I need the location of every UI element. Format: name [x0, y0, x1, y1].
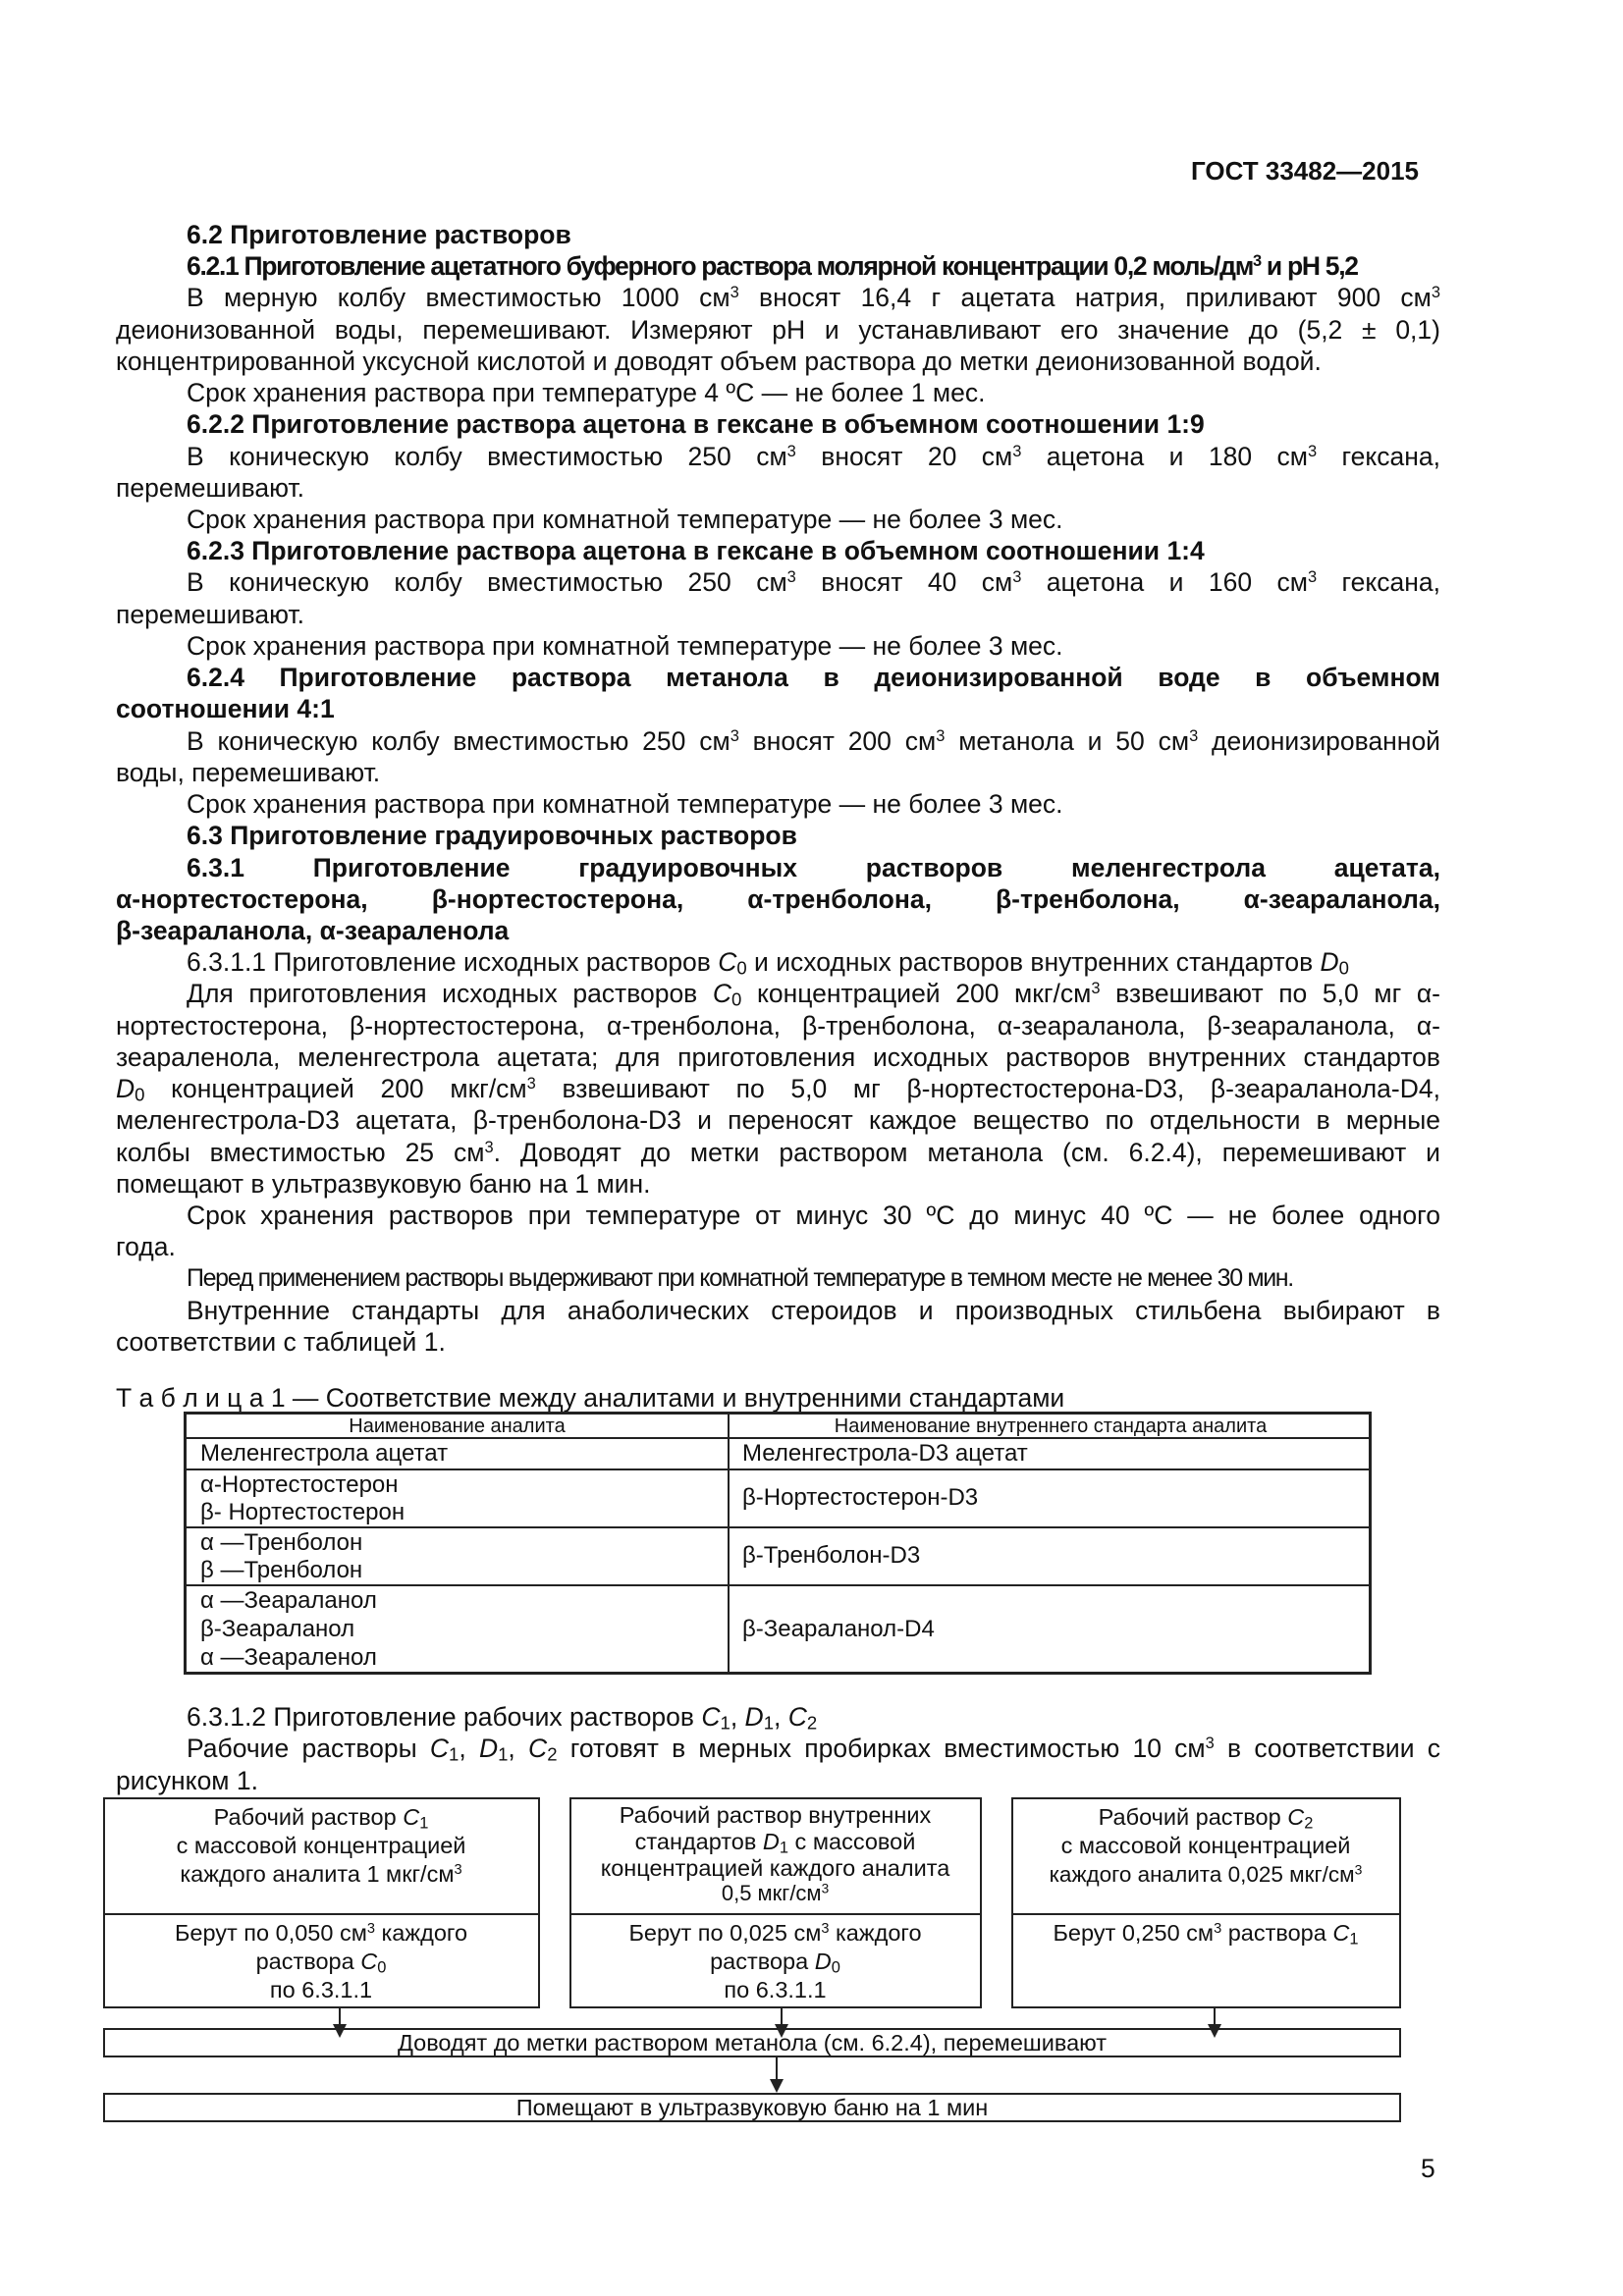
table-cell: α-Нортестостерон: [200, 1471, 399, 1498]
table-cell: β —Тренболон: [200, 1557, 363, 1583]
table-divider: [187, 1526, 1369, 1528]
paragraph-line: года.: [116, 1232, 176, 1261]
flow-box-title: Рабочий раствор внутренних: [619, 1802, 932, 1828]
section-6-2-3-heading: 6.2.3 Приготовление раствора ацетона в гексане в объемном соотношении 1:4: [187, 536, 1205, 565]
table-cell: Меленгестрола ацетат: [200, 1440, 449, 1467]
flow-step-dilute: Доводят до метки раствором метанола (см. 6.2.4), перемешивают: [103, 2028, 1401, 2057]
table-divider: [728, 1415, 730, 1672]
paragraph-line: зеараленола, меленгестрола ацетата; для приготовления исходных растворов внутренних стандартов: [116, 1042, 1440, 1072]
box-divider: [571, 1913, 980, 1915]
flow-box-text: раствора $D_0$: [710, 1949, 840, 1977]
table-cell: α —Зеараленол: [200, 1644, 377, 1671]
table-cell: β-Зеараланол-D4: [742, 1616, 935, 1642]
section-6-3-1-heading-cont: β-зеараланола, α-зеараленола: [116, 916, 510, 945]
paragraph-line: воды, перемешивают.: [116, 758, 381, 787]
paragraph-line: Срок хранения раствора при комнатной температуре — не более 3 мес.: [187, 789, 1063, 819]
section-6-3-1-2-heading: 6.3.1.2 Приготовление рабочих растворов $C_1$, $D_1$, $C_2$: [187, 1702, 818, 1734]
flow-box-text: каждого аналита 1 мкг/$см^3$: [180, 1861, 462, 1887]
paragraph-line: В коническую колбу вместимостью 250 $см^3$ вносят 20 $см^3$ ацетона и 180 $см^3$ гексана,: [187, 442, 1440, 471]
section-6-2-1-heading: 6.2.1 Приготовление ацетатного буферного раствора молярной концентрации 0,2 моль/$дм^3$ и pH 5,2: [187, 251, 1358, 281]
paragraph-line: В коническую колбу вместимостью 250 $см^3$ вносят 200 $см^3$ метанола и 50 $см^3$ деионизированной: [187, 726, 1440, 756]
section-6-2-heading: 6.2 Приготовление растворов: [187, 220, 571, 249]
paragraph-line: В мерную колбу вместимостью 1000 $см^3$ вносят 16,4 г ацетата натрия, приливают 900 $см^3$: [187, 283, 1440, 312]
box-divider: [105, 1913, 538, 1915]
paragraph-line: $D_0$ концентрацией 200 мкг/$см^3$ взвешивают по 5,0 мг β-нортестостерона-D3, β-зеараланола-D4,: [116, 1074, 1440, 1105]
paragraph-line: рисунком 1.: [116, 1766, 258, 1795]
paragraph-line: концентрированной уксусной кислотой и доводят объем раствора до метки деионизованной водой.: [116, 347, 1322, 376]
section-6-3-1-heading-cont: α-нортестостерона, β-нортестостерона, α-тренболона, β-тренболона, α-зеараланола,: [116, 884, 1440, 914]
paragraph-line: Внутренние стандарты для анаболических стероидов и производных стильбена выбирают в: [187, 1296, 1440, 1325]
flow-step-ultrasound: Помещают в ультразвуковую баню на 1 мин: [103, 2093, 1401, 2122]
flow-box-title: Рабочий раствор $C_1$: [213, 1804, 429, 1833]
flow-box-d1: [569, 1797, 982, 2008]
flow-box-title: Рабочий раствор $C_2$: [1098, 1804, 1314, 1833]
flow-box-text: раствора $C_0$: [255, 1949, 387, 1977]
section-6-2-2-heading: 6.2.2 Приготовление раствора ацетона в гексане в объемном соотношении 1:9: [187, 409, 1205, 439]
table-cell: Меленгестрола-D3 ацетат: [742, 1440, 1028, 1467]
paragraph-line: деионизованной воды, перемешивают. Измеряют pH и устанавливают его значение до (5,2 ± 0,1): [116, 315, 1440, 345]
flow-box-c1: [103, 1797, 540, 2008]
paragraph-line: Срок хранения раствора при температуре 4 ºС — не более 1 мес.: [187, 378, 986, 407]
flow-box-text: с массовой концентрацией: [176, 1833, 466, 1858]
paragraph-line: Перед применением растворы выдерживают при комнатной температуре в темном месте не менее 30 мин.: [187, 1264, 1293, 1292]
paragraph-line: Срок хранения растворов при температуре от минус 30 ºС до минус 40 ºС — не более одного: [187, 1201, 1440, 1230]
flow-box-text: Берут по 0,025 $см^3$ каждого: [628, 1920, 922, 1946]
box-divider: [1013, 1913, 1399, 1915]
flow-box-text: 0,5 мкг/$см^3$: [721, 1881, 830, 1905]
flow-box-text: Берут 0,250 $см^3$ раствора $C_1$: [1053, 1920, 1359, 1949]
table-header: Наименование внутреннего стандарта аналита: [834, 1415, 1268, 1437]
flow-box-text: по 6.3.1.1: [269, 1977, 373, 2002]
table-header: Наименование аналита: [349, 1415, 566, 1437]
paragraph-line: Срок хранения раствора при комнатной температуре — не более 3 мес.: [187, 505, 1063, 534]
paragraph-line: меленгестрола-D3 ацетата, β-тренболона-D3 и переносят каждое вещество по отдельности в мерные: [116, 1105, 1440, 1135]
page-number: 5: [1421, 2154, 1435, 2183]
section-6-3-heading: 6.3 Приготовление градуировочных растворов: [187, 821, 797, 850]
section-6-2-4-heading-cont: соотношении 4:1: [116, 694, 335, 723]
paragraph-line: соответствии с таблицей 1.: [116, 1327, 446, 1357]
table-cell: β-Зеараланол: [200, 1616, 355, 1642]
flow-box-text: с массовой концентрацией: [1060, 1833, 1351, 1858]
document-number: ГОСТ 33482—2015: [1191, 156, 1419, 186]
paragraph-line: перемешивают.: [116, 473, 304, 503]
paragraph-line: помещают в ультразвуковую баню на 1 мин.: [116, 1169, 651, 1199]
flow-box-text: стандартов $D_1$ с массовой: [634, 1829, 916, 1857]
paragraph-line: Для приготовления исходных растворов $C_0$ концентрацией 200 мкг/$см^3$ взвешивают по 5,0 мг α-: [187, 979, 1441, 1010]
flow-box-text: по 6.3.1.1: [724, 1977, 827, 2002]
paragraph-line: Срок хранения раствора при комнатной температуре — не более 3 мес.: [187, 631, 1063, 661]
flow-box-c2: [1011, 1797, 1401, 2008]
arrow-down-icon: [770, 2079, 784, 2093]
flow-box-text: концентрацией каждого аналита: [600, 1855, 950, 1881]
table-cell: β- Нортестостерон: [200, 1499, 406, 1525]
flow-box-text: Берут по 0,050 $см^3$ каждого: [174, 1920, 468, 1946]
paragraph-line: колбы вместимостью 25 $см^3$. Доводят до метки раствором метанола (см. 6.2.4), перемешивают и: [116, 1138, 1440, 1167]
table-cell: α —Зеараланол: [200, 1587, 377, 1614]
table-cell: α —Тренболон: [200, 1529, 363, 1556]
table-cell: β-Нортестостерон-D3: [742, 1484, 979, 1511]
section-6-3-1-1-heading: 6.3.1.1 Приготовление исходных растворов $C_0$ и исходных растворов внутренних стандартов $D_0$: [187, 947, 1349, 979]
paragraph-line: В коническую колбу вместимостью 250 $см^3$ вносят 40 $см^3$ ацетона и 160 $см^3$ гексана,: [187, 567, 1440, 597]
section-6-3-1-heading: 6.3.1 Приготовление градуировочных растворов меленгестрола ацетата,: [187, 853, 1440, 882]
table-cell: β-Тренболон-D3: [742, 1542, 921, 1569]
paragraph-line: нортестостерона, β-нортестостерона, α-тренболона, β-тренболона, α-зеараланола, β-зеараланола, α-: [116, 1011, 1440, 1041]
paragraph-line: перемешивают.: [116, 600, 304, 629]
paragraph-line: Рабочие растворы $C_1$, $D_1$, $C_2$ готовят в мерных пробирках вместимостью 10 $см^3$ в соответствии с: [187, 1734, 1441, 1765]
section-6-2-4-heading: 6.2.4 Приготовление раствора метанола в деионизированной воде в объемном: [187, 663, 1440, 692]
flow-box-text: каждого аналита 0,025 мкг/$см^3$: [1049, 1861, 1363, 1887]
table-1: [184, 1412, 1372, 1675]
table-caption: Т а б л и ц а 1 — Соответствие между аналитами и внутренними стандартами: [116, 1383, 1065, 1413]
